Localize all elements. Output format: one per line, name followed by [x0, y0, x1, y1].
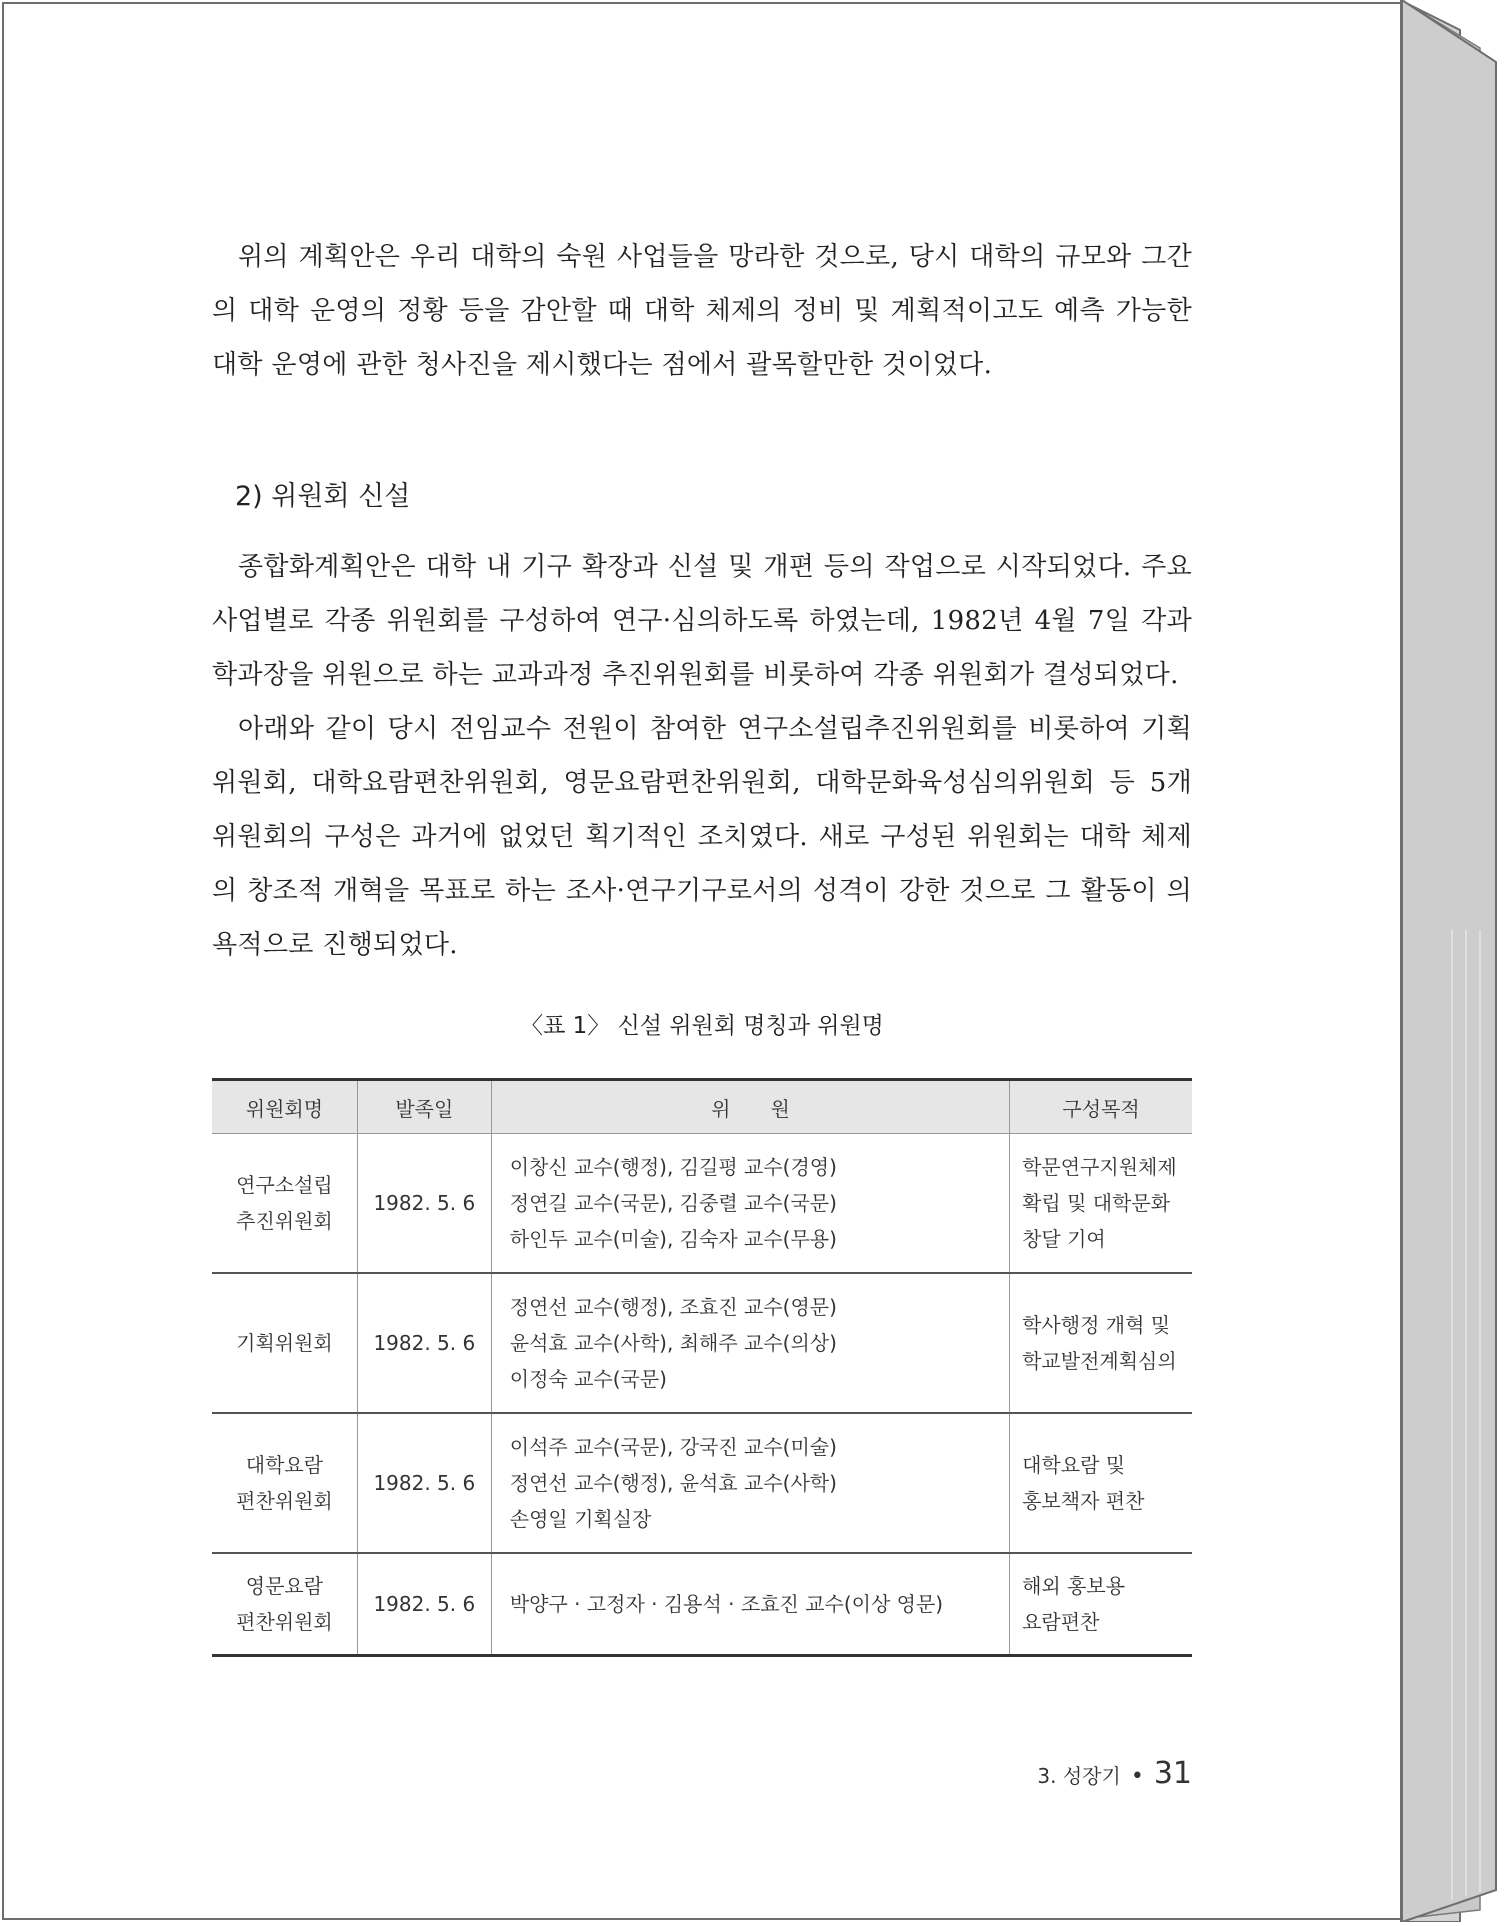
- cell-text: 기획위원회: [236, 1331, 333, 1355]
- cell-purpose: [1010, 1134, 1192, 1274]
- cell-committee-name: [212, 1134, 357, 1274]
- cell-date: 1982. 5. 6: [357, 1413, 491, 1553]
- cell-committee-name: [212, 1273, 357, 1413]
- paragraph-intro: 위의 계획안은 우리 대학의 숙원 사업들을 망라한 것으로, 당시 대학의 규모와 그간의 대학 운영의 정황 등을 감안할 때 대학 체제의 정비 및 계획적이고도 예측 가능한 대학 운영에 관한 청사진을 제시했다는 점에서 괄목할만한 것이었다.: [212, 242, 1192, 380]
- chapter-label: 3. 성장기: [1037, 1764, 1121, 1788]
- cell-text: 하인두 교수(미술), 김숙자 교수(무용): [509, 1227, 837, 1251]
- cell-text: 창달 기여: [1022, 1227, 1106, 1251]
- page-number: 31: [1153, 1756, 1192, 1791]
- page-footer: [1037, 1756, 1192, 1791]
- table-header-row: [212, 1080, 1192, 1134]
- footer-bullet: •: [1130, 1764, 1144, 1789]
- table-row: [212, 1413, 1192, 1553]
- cell-members: [491, 1553, 1009, 1656]
- cell-date: 1982. 5. 6: [357, 1134, 491, 1274]
- table-caption: 〈표 1〉 신설 위원회 명칭과 위원명: [520, 1013, 884, 1039]
- cell-text: 박양구 · 고정자 · 김용석 · 조효진 교수(이상 영문): [509, 1592, 944, 1616]
- cell-text: 이정숙 교수(국문): [509, 1367, 667, 1391]
- header-launch-date: 발족일: [357, 1080, 491, 1134]
- cell-text: 이창신 교수(행정), 김길평 교수(경영): [509, 1155, 837, 1179]
- cell-text: 홍보책자 편찬: [1022, 1489, 1145, 1513]
- header-committee-name: 위원회명: [212, 1080, 357, 1134]
- paragraph-body: [212, 540, 1192, 972]
- table-row: [212, 1134, 1192, 1274]
- cell-text: 학사행정 개혁 및: [1022, 1313, 1171, 1337]
- paragraph-committee-formation: 종합화계획안은 대학 내 기구 확장과 신설 및 개편 등의 작업으로 시작되었다. 주요 사업별로 각종 위원회를 구성하여 연구·심의하도록 하였는데, 1982년 4월 7일 각과 학과장을 위원으로 하는 교과과정 추진위원회를 비롯하여 각종 위원회가 결성되었다.: [212, 552, 1192, 690]
- header-members: 위 원: [491, 1080, 1009, 1134]
- cell-members: [491, 1273, 1009, 1413]
- paragraph-committee-description: 아래와 같이 당시 전임교수 전원이 참여한 연구소설립추진위원회를 비롯하여 기획위원회, 대학요람편찬위원회, 영문요람편찬위원회, 대학문화육성심의위원회 등 5개 위원회의 구성은 과거에 없었던 획기적인 조치였다. 새로 구성된 위원회는 대학 체제의 창조적 개혁을 목표로 하는 조사·연구기구로서의 성격이 강한 것으로 그 활동이 의욕적으로 진행되었다.: [212, 714, 1192, 960]
- section-heading: 2) 위원회 신설: [235, 481, 411, 512]
- cell-text: 요람편찬: [1022, 1610, 1100, 1634]
- cell-text: 편찬위원회: [236, 1489, 333, 1513]
- cell-date: 1982. 5. 6: [357, 1273, 491, 1413]
- cell-text: 대학요람: [245, 1453, 324, 1477]
- cell-text: 손영일 기획실장: [509, 1507, 652, 1531]
- cell-text: 추진위원회: [236, 1209, 333, 1233]
- table-row: [212, 1273, 1192, 1413]
- page-stack-edge: [1400, 0, 1500, 1922]
- header-purpose: 구성목적: [1010, 1080, 1192, 1134]
- cell-text: 이석주 교수(국문), 강국진 교수(미술): [509, 1435, 837, 1459]
- cell-date: 1982. 5. 6: [357, 1553, 491, 1656]
- cell-text: 연구소설립: [236, 1173, 333, 1197]
- cell-purpose: [1010, 1413, 1192, 1553]
- cell-committee-name: [212, 1413, 357, 1553]
- cell-text: 정연선 교수(행정), 윤석효 교수(사학): [509, 1471, 837, 1495]
- cell-purpose: [1010, 1273, 1192, 1413]
- cell-text: 정연길 교수(국문), 김중렬 교수(국문): [509, 1191, 837, 1215]
- cell-text: 대학요람 및: [1022, 1453, 1126, 1477]
- cell-members: [491, 1413, 1009, 1553]
- cell-committee-name: [212, 1553, 357, 1656]
- cell-text: 학교발전계획심의: [1022, 1349, 1177, 1373]
- table-row: [212, 1553, 1192, 1656]
- cell-text: 확립 및 대학문화: [1022, 1191, 1171, 1215]
- cell-purpose: [1010, 1553, 1192, 1656]
- committee-table: [212, 1078, 1192, 1657]
- cell-text: 윤석효 교수(사학), 최해주 교수(의상): [509, 1331, 837, 1355]
- cell-text: 편찬위원회: [236, 1610, 333, 1634]
- cell-text: 학문연구지원체제: [1022, 1155, 1177, 1179]
- cell-members: [491, 1134, 1009, 1274]
- cell-text: 영문요람: [245, 1574, 324, 1598]
- cell-text: 해외 홍보용: [1022, 1574, 1126, 1598]
- cell-text: 정연선 교수(행정), 조효진 교수(영문): [509, 1295, 837, 1319]
